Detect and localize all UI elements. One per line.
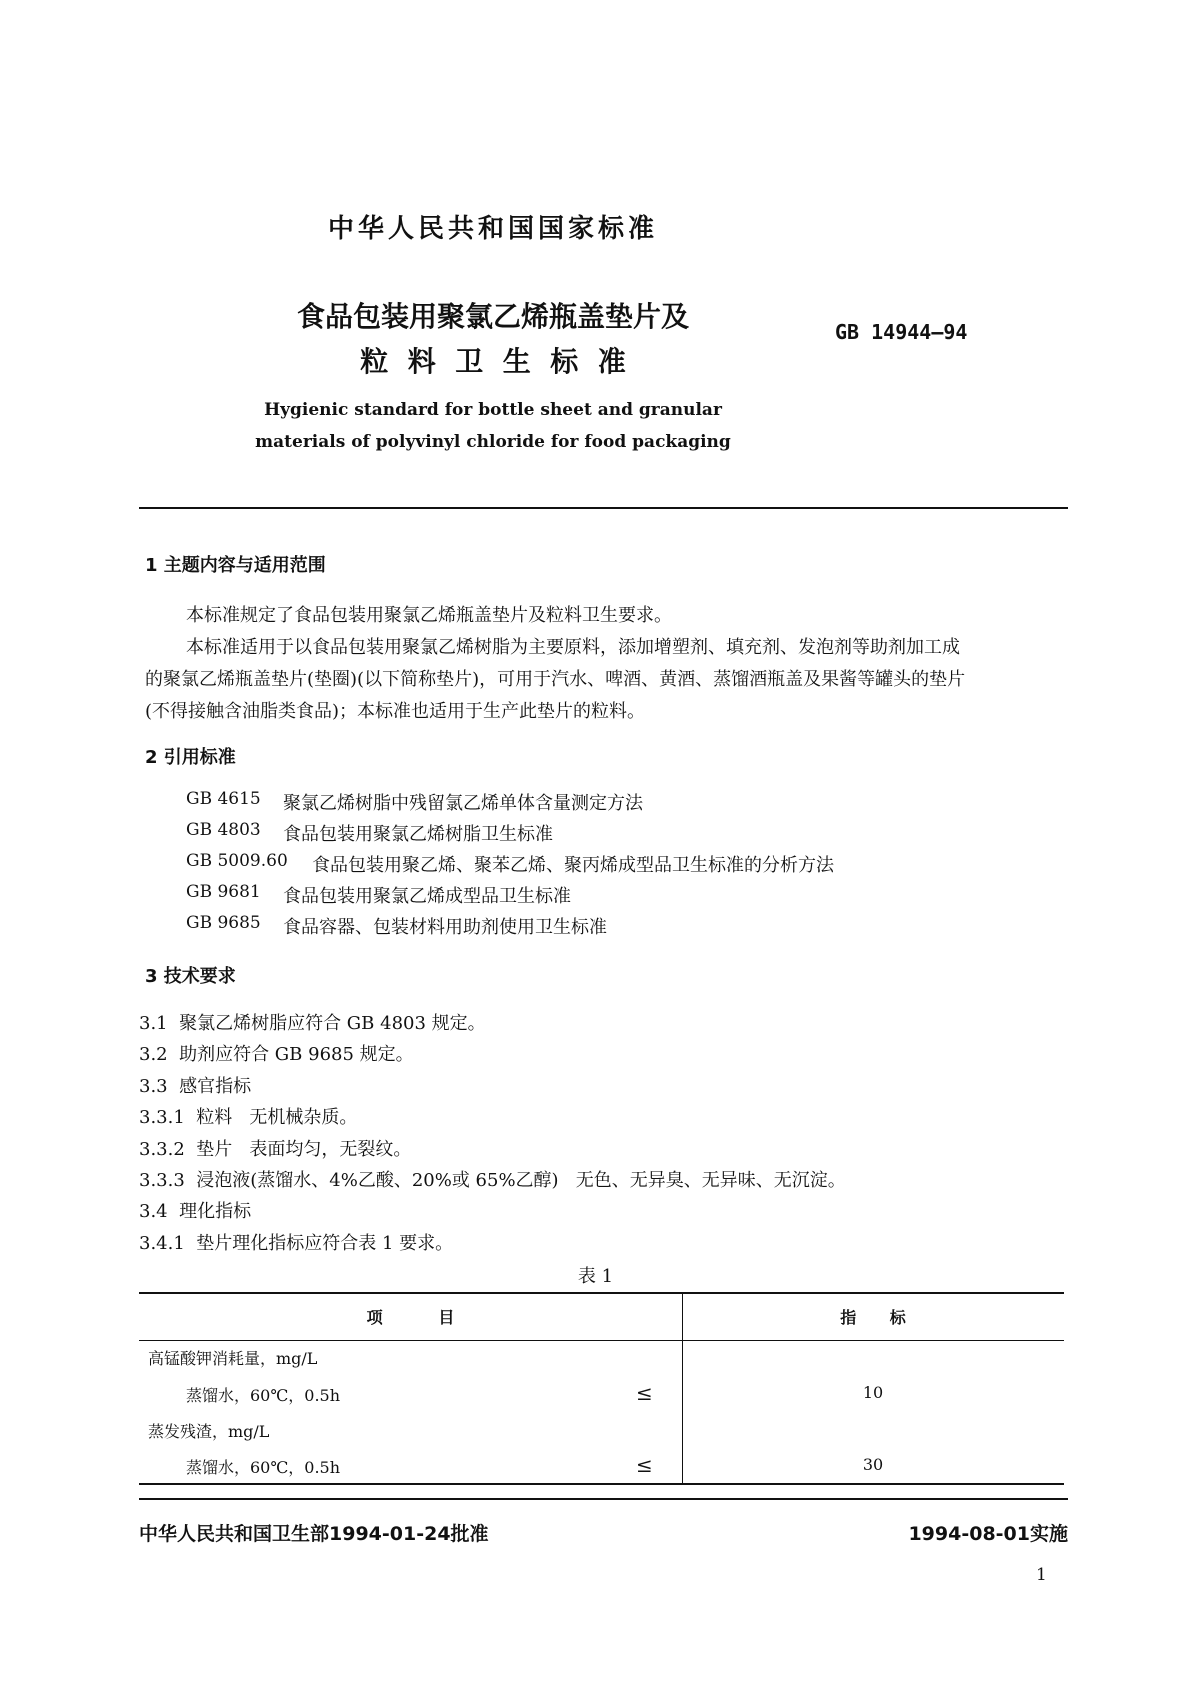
effective-date: 1994-08-01实施 bbox=[908, 1523, 1068, 1545]
title-line-1: 食品包装用聚氯乙烯瓶盖垫片及 bbox=[296, 300, 689, 333]
table-header-rule bbox=[139, 1340, 1064, 1341]
table-bottom-rule bbox=[139, 1483, 1064, 1485]
reference-code: GB 4615 bbox=[186, 789, 261, 809]
paragraph: 本标准规定了食品包装用聚氯乙烯瓶盖垫片及粒料卫生要求。 bbox=[186, 605, 672, 626]
requirement-item: 3.3.3 浸泡液(蒸馏水、4%乙酸、20%或 65%乙醇) 无色、无异臭、无异味、无沉淀。 bbox=[139, 1170, 846, 1191]
requirement-item: 3.3.2 垫片 表面均匀，无裂纹。 bbox=[139, 1138, 412, 1160]
requirement-item: 3.3.1 粒料 无机械杂质。 bbox=[139, 1107, 358, 1129]
table-row-item: 蒸发残渣，mg/L bbox=[148, 1422, 270, 1441]
table-row-item: 蒸馏水，60℃，0.5h bbox=[186, 1458, 341, 1477]
less-equal-symbol: ≤ bbox=[636, 1381, 653, 1405]
reference-title: 食品包装用聚乙烯、聚苯乙烯、聚丙烯成型品卫生标准的分析方法 bbox=[312, 855, 834, 876]
title-line-2: 粒 料 卫 生 标 准 bbox=[360, 345, 626, 378]
section-2-heading: 2 引用标准 bbox=[145, 747, 236, 768]
requirement-item: 3.4 理化指标 bbox=[139, 1201, 252, 1223]
divider bbox=[139, 507, 1068, 509]
section-1-heading: 1 主题内容与适用范围 bbox=[145, 555, 326, 576]
national-standard-heading: 中华人民共和国国家标准 bbox=[327, 214, 658, 244]
reference-code: GB 9685 bbox=[186, 913, 261, 933]
table-row-item: 蒸馏水，60℃，0.5h bbox=[186, 1386, 341, 1405]
footer-rule bbox=[139, 1498, 1068, 1500]
paragraph: (不得接触含油脂类食品)；本标准也适用于生产此垫片的粒料。 bbox=[145, 701, 646, 722]
table-caption: 表 1 bbox=[577, 1266, 614, 1287]
reference-code: GB 9681 bbox=[186, 882, 261, 902]
standard-code: GB 14944—94 bbox=[835, 320, 968, 344]
reference-code: GB 5009.60 bbox=[186, 851, 288, 871]
section-3-heading: 3 技术要求 bbox=[145, 966, 236, 987]
english-title-2: materials of polyvinyl chloride for food packaging bbox=[255, 432, 731, 452]
approval-date: 中华人民共和国卫生部1994-01-24批准 bbox=[139, 1523, 489, 1545]
page-number: 1 bbox=[1036, 1565, 1047, 1585]
reference-title: 食品容器、包装材料用助剂使用卫生标准 bbox=[283, 917, 607, 938]
reference-title: 聚氯乙烯树脂中残留氯乙烯单体含量测定方法 bbox=[283, 793, 643, 814]
paragraph: 本标准适用于以食品包装用聚氯乙烯树脂为主要原料，添加增塑剂、填充剂、发泡剂等助剂加工成 bbox=[186, 637, 960, 658]
less-equal-symbol: ≤ bbox=[636, 1453, 653, 1477]
requirement-item: 3.3 感官指标 bbox=[139, 1075, 252, 1097]
paragraph: 的聚氯乙烯瓶盖垫片(垫圈)(以下简称垫片)，可用于汽水、啤酒、黄酒、蒸馏酒瓶盖及果酱等罐头的垫片 bbox=[145, 669, 966, 690]
requirement-item: 3.4.1 垫片理化指标应符合表 1 要求。 bbox=[139, 1232, 454, 1254]
table-row-value: 30 bbox=[862, 1455, 884, 1474]
table-header-value: 指 标 bbox=[840, 1308, 906, 1327]
table-header-item: 项 目 bbox=[366, 1308, 455, 1327]
table-top-rule bbox=[139, 1292, 1064, 1294]
reference-code: GB 4803 bbox=[186, 820, 261, 840]
requirement-item: 3.2 助剂应符合 GB 9685 规定。 bbox=[139, 1044, 414, 1066]
table-row-item: 高锰酸钾消耗量，mg/L bbox=[148, 1349, 318, 1368]
requirement-item: 3.1 聚氯乙烯树脂应符合 GB 4803 规定。 bbox=[139, 1013, 486, 1034]
reference-title: 食品包装用聚氯乙烯成型品卫生标准 bbox=[283, 886, 571, 907]
reference-title: 食品包装用聚氯乙烯树脂卫生标准 bbox=[283, 824, 553, 845]
english-title-1: Hygienic standard for bottle sheet and granular bbox=[264, 400, 722, 420]
table-row-value: 10 bbox=[862, 1383, 884, 1402]
